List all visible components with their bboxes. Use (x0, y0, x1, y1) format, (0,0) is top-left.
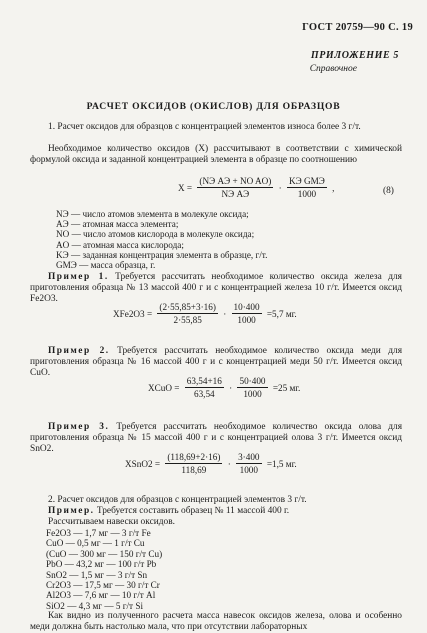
section2-calc: Рассчитываем навески оксидов. (48, 517, 175, 527)
oxide-item: Fe2O3 — 1,7 мг — 3 г/т Fe (46, 528, 151, 538)
oxide-item: SiO2 — 4,3 мг — 5 г/т Si (46, 600, 144, 611)
oxide-item: Al2O3 — 7,6 мг — 10 г/т Al (46, 590, 156, 601)
appendix-label: ПРИЛОЖЕНИЕ 5 (310, 50, 399, 61)
definition-item: GМЭ — масса образца, г. (56, 260, 156, 271)
document-title: РАСЧЕТ ОКСИДОВ (ОКИСЛОВ) ДЛЯ ОБРАЗЦОВ (86, 101, 341, 112)
closing-paragraph: Как видно из полученного расчета масса навесок оксидов железа, олова и особенно меди должна быть настолько мала, что при отсутствии лабораторных (30, 611, 402, 632)
example-2-formula: XCuO = $\frac{63,54+16}{63,54}$ · $\frac{50\cdot 400}{1000}$ =25 мг. (148, 376, 301, 399)
example-2-label: Пример 2. (48, 346, 110, 356)
page-header: ГОСТ 20759—90 С. 19 (302, 22, 413, 33)
section2-example (30, 506, 402, 517)
oxide-item: PbO — 43,2 мг — 100 г/т Pb (46, 559, 157, 570)
oxide-item: Cr2O3 — 17,5 мг — 30 г/т Cr (46, 580, 160, 591)
oxide-item: CuO — 0,5 мг — 1 г/т Cu (46, 538, 145, 549)
example-2-text: Требуется рассчитать необходимое количество оксида меди для приготовления образца № 16 массой 400 г и с концентрацией меди 50 г/т. Имеется оксид CuO. (30, 346, 403, 378)
example-3-formula: XSnO2 = $\frac{(118,69+2\cdot 16)}{118,69}$ · $\frac{3\cdot 400}{1000}$ =1,5 мг. (125, 452, 297, 475)
formula-fraction-1: $\frac{\text{(NЭ AЭ + NO AO)}}{\text{NЭ AЭ}}$ (199, 176, 272, 199)
oxide-item: (CuO — 300 мг — 150 г/т Cu) (46, 548, 163, 559)
formula-lhs: X = (178, 182, 193, 193)
oxide-list (46, 528, 162, 611)
definition-item: AO — атомная масса кислорода; (56, 239, 184, 250)
definition-item: KЭ — заданная концентрация элемента в образце, г/т. (56, 249, 268, 260)
appendix-type: Справочное (309, 64, 357, 74)
example-1-label: Пример 1. (48, 272, 109, 282)
section1-paragraph: Необходимое количество оксидов (X) рассчитывают в соответствии с химической формулой оксида и заданной концентрацией элемента в образце по соотношению (30, 144, 402, 165)
main-formula: X = $\frac{\text{(NЭ AЭ + NO AO)}}{\text{NЭ AЭ}}$ · $\frac{\text{KЭ GМЭ}}{1000}$ , (175, 176, 337, 199)
example-1 (30, 272, 402, 305)
formula-fraction-2: $\frac{\text{KЭ GМЭ}}{1000}$ (289, 176, 325, 199)
definition-item: AЭ — атомная масса элемента; (56, 219, 179, 230)
definition-item: NЭ — число атомов элемента в молекуле оксида; (56, 209, 249, 219)
section2-example-text: Требуется составить образец № 11 массой 400 г. (96, 506, 290, 516)
section2-example-label: Пример. (48, 506, 95, 516)
definition-item: NO — число атомов кислорода в молекуле оксида; (56, 229, 255, 240)
example-2 (30, 346, 402, 379)
example-3-label: Пример 3. (48, 422, 110, 432)
example-3-text: Требуется рассчитать необходимое количество оксида олова для приготовления образца № 15 массой 400 г и с концентрацией олова 3 г/т. Имеется оксид SnO2. (30, 422, 403, 454)
example-1-formula: XFe2O3 = $\frac{(2\cdot 55,85+3\cdot 16)}{2\cdot 55,85}$ · $\frac{10\cdot 400}{1000}$ =5,7 мг. (113, 302, 297, 325)
example-3 (30, 422, 402, 455)
definitions-list (56, 209, 267, 270)
section2-line: 2. Расчет оксидов для образцов с концентрацией элементов 3 г/т. (48, 495, 307, 505)
formula-number: (8) (383, 186, 394, 196)
section1-line: 1. Расчет оксидов для образцов с концентрацией элементов износа более 3 г/т. (48, 122, 361, 132)
example-1-text: Требуется рассчитать необходимое количество оксида железа для приготовления образца № 13 массой 400 г и с концентрацией железа 10 г/т. Имеется оксид Fe2O3. (30, 272, 402, 304)
oxide-item: SnO2 — 1,5 мг — 3 г/т Sn (46, 569, 148, 580)
